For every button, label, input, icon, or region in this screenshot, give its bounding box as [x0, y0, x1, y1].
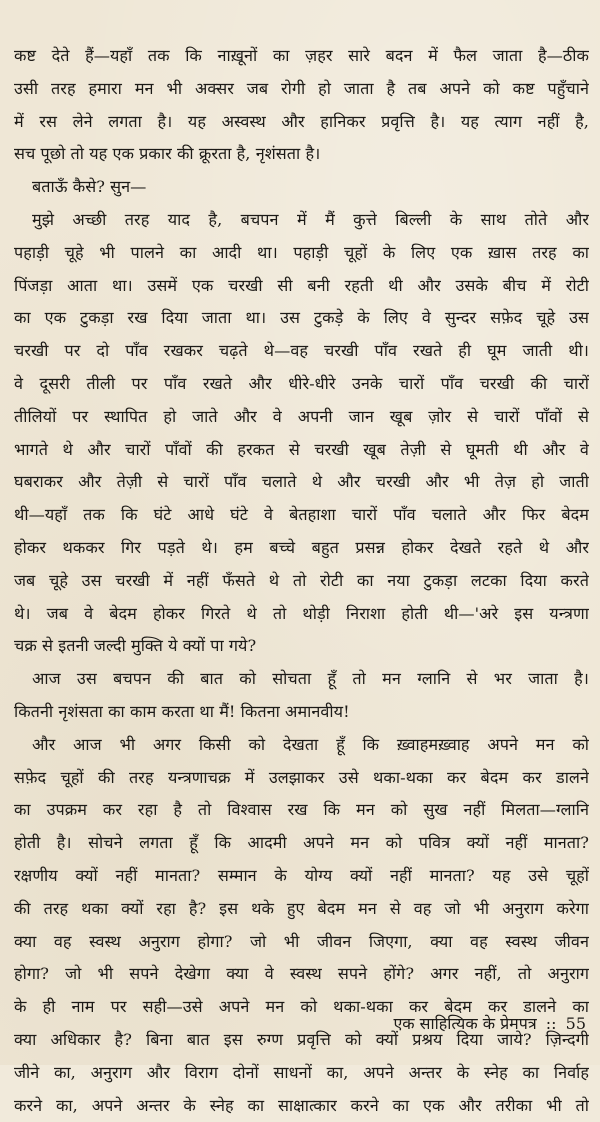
text-line: क्या वह स्वस्थ अनुराग होगा? जो भी जीवन जिएगा, क्या वह स्वस्थ जीवन [14, 926, 589, 959]
text-line: होती है। सोचने लगता हूँ कि आदमी अपने मन को पवित्र क्यों नहीं मानता? [14, 827, 589, 860]
text-line: और आज भी अगर किसी को देखता हूँ कि ख़्वाहमख़्वाह अपने मन को [14, 729, 589, 762]
text-line: होकर थककर गिर पड़ते थे। हम बच्चे बहुत प्रसन्न होकर देखते रहते थे और [14, 532, 589, 565]
text-line: थे। जब वे बेदम होकर गिरते थे तो थोड़ी निराशा होती थी—'अरे इस यन्त्रणा [14, 598, 589, 631]
page-number: 55 [566, 1014, 586, 1033]
text-line: पहाड़ी चूहे भी पालने का आदी था। पहाड़ी चूहों के लिए एक ख़ास तरह का [14, 237, 589, 270]
text-line: करने का, अपने अन्तर के स्नेह का साक्षात्कार करने का एक और तरीका भी तो [14, 1090, 589, 1122]
text-line: भागते थे और चारों पाँवों की हरकत से चरखी खूब तेज़ी से घूमती थी और वे [14, 434, 589, 467]
text-line: मुझे अच्छी तरह याद है, बचपन में मैं कुत्ते बिल्ली के साथ तोते और [14, 204, 589, 237]
text-line: की तरह थका क्यों रहा है? इस थके हुए बेदम मन से वह जो भी अनुराग करेगा [14, 893, 589, 926]
text-line: का उपक्रम कर रहा है तो विश्वास रख कि मन को सुख नहीं मिलता—ग्लानि [14, 794, 589, 827]
text-line: बताऊँ कैसे? सुन— [14, 171, 589, 204]
text-line: उसी तरह हमारा मन भी अक्सर जब रोगी हो जाता है तब अपने को कष्ट पहुँचाने [14, 73, 589, 106]
text-line: सच पूछो तो यह एक प्रकार की क्रूरता है, नृशंसता है। [14, 138, 589, 171]
text-line: तीलियों पर स्थापित हो जाते और वे अपनी जान खूब ज़ोर से चारों पाँवों से [14, 401, 589, 434]
page-footer [393, 1012, 586, 1034]
text-line: रक्षणीय क्यों नहीं मानता? सम्मान के योग्य क्यों नहीं मानता? यह उसे चूहों [14, 860, 589, 893]
text-line: चरखी पर दो पाँव रखकर चढ़ते थे—वह चरखी पाँव रखते ही घूम जाती थी। [14, 335, 589, 368]
text-line: जीने का, अनुराग और विराग दोनों साधनों का, अपने अन्तर के स्नेह का निर्वाह [14, 1057, 589, 1090]
text-line: का एक टुकड़ा रख दिया जाता था। उस टुकड़े के लिए वे सुन्दर सफ़ेद चूहे उस [14, 302, 589, 335]
text-line: जब चूहे उस चरखी में नहीं फँसते थे तो रोटी का नया टुकड़ा लटका दिया करते [14, 565, 589, 598]
text-line: वे दूसरी तीली पर पाँव रखते और धीरे-धीरे उनके चारों पाँव चरखी की चारों [14, 368, 589, 401]
text-line: सफ़ेद चूहों की तरह यन्त्रणाचक्र में उलझाकर उसे थका-थका कर बेदम कर डालने [14, 762, 589, 795]
text-line: आज उस बचपन की बात को सोचता हूँ तो मन ग्लानि से भर जाता है। [14, 663, 589, 696]
text-line: कष्ट देते हैं—यहाँ तक कि नाख़ूनों का ज़हर सारे बदन में फैल जाता है—ठीक [14, 40, 589, 73]
text-line: थी—यहाँ तक कि घंटे आधे घंटे वे बेतहाशा चारों पाँव चलाते और फिर बेदम [14, 499, 589, 532]
text-line: चक्र से इतनी जल्दी मुक्ति ये क्यों पा गये? [14, 630, 589, 663]
text-line: पिंजड़ा आता था। उसमें एक चरखी सी बनी रहती थी और उसके बीच में रोटी [14, 270, 589, 303]
text-line: में रस लेने लगता है। यह अस्वस्थ और हानिकर प्रवृत्ति है। यह त्याग नहीं है, [14, 106, 589, 139]
text-line: क्या अधिकार है? बिना बात इस रुग्ण प्रवृत्ति को क्यों प्रश्रय दिया जाये? ज़िन्दगी [14, 1024, 589, 1057]
book-title: एक साहित्यिक के प्रेमपत्र [393, 1014, 536, 1033]
text-line: के ही नाम पर सही—उसे अपने मन को थका-थका कर बेदम कर डालने का [14, 991, 589, 1024]
text-line: घबराकर और तेज़ी से चारों पाँव चलाते थे और चरखी और भी तेज़ हो जाती [14, 466, 589, 499]
text-line: होगा? जो भी सपने देखेगा क्या वे स्वस्थ सपने होंगे? अगर नहीं, तो अनुराग [14, 958, 589, 991]
footer-separator: :: [542, 1014, 561, 1033]
body-text [14, 40, 589, 1122]
text-line: कितनी नृशंसता का काम करता था मैं! कितना अमानवीय! [14, 696, 589, 729]
